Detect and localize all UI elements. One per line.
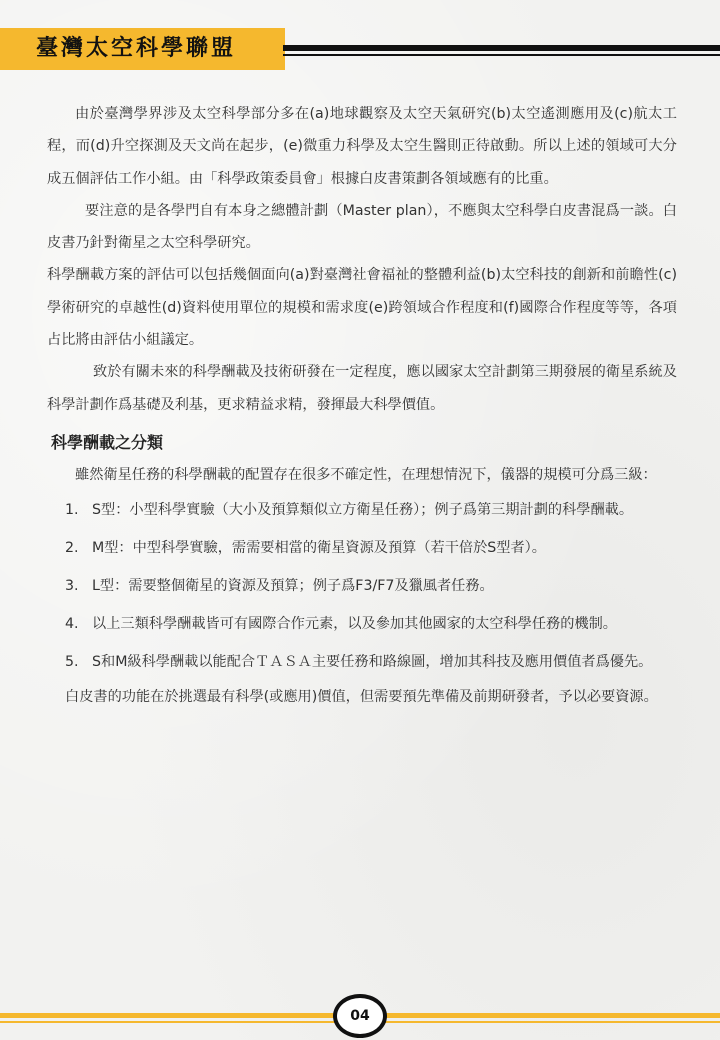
paragraph-evaluation-criteria: 科學酬載方案的評估可以包括幾個面向(a)對臺灣社會福祉的整體利益(b)太空科技的創新和前瞻性(c)學術研究的卓越性(d)資料使用單位的規模和需求度(e)跨領域合作程度和(f)國際合作程度等等，各項占比將由評估小組議定。	[47, 267, 677, 349]
header-title: 臺灣太空科學聯盟	[36, 36, 237, 61]
list-item: 3. L型：需要整個衛星的資源及預算；例子爲F3/F7及獵風者任務。	[65, 578, 494, 595]
paragraph-master-plan: 要注意的是各學門自有本身之總體計劃（Master plan），不應與太空科學白皮書混爲一談。白皮書乃針對衛星之太空科學研究。	[47, 202, 677, 252]
paragraph-future-payloads: 致於有關未來的科學酬載及技術研發在一定程度，應以國家太空計劃第三期發展的衛星系統及科學計劃作爲基礎及利基，更求精益求精，發揮最大科學價值。	[47, 364, 677, 413]
page-header	[0, 28, 720, 70]
page-footer	[0, 994, 720, 1040]
header-rule-thin	[283, 54, 720, 56]
paragraph-whitepaper-function: 白皮書的功能在於挑選最有科學(或應用)價值，但需要預先準備及前期研發者，予以必要資源。	[65, 689, 658, 706]
list-item: 2. M型：中型科學實驗，需需要相當的衛星資源及預算（若干倍於S型者）。	[65, 540, 546, 557]
section-heading: 科學酬載之分類	[51, 432, 164, 452]
header-rule-thick	[283, 45, 720, 51]
list-item: 1. S型：小型科學實驗（大小及預算類似立方衛星任務）；例子爲第三期計劃的科學酬載。	[65, 502, 634, 519]
paragraph-evaluation-groups: 由於臺灣學界涉及太空科學部分多在(a)地球觀察及太空天氣研究(b)太空遙測應用及(c)航太工程，而(d)升空探測及天文尚在起步，(e)微重力科學及太空生醫則正待啟動。所以上述的領域可大分成五個評估工作小組。由「科學政策委員會」根據白皮書策劃各領域應有的比重。	[47, 106, 677, 187]
paragraph-payload-scale: 雖然衛星任務的科學酬載的配置存在很多不確定性，在理想情況下，儀器的規模可分爲三級：	[75, 466, 657, 483]
main-content	[47, 98, 677, 714]
list-item: 4. 以上三類科學酬載皆可有國際合作元素，以及參加其他國家的太空科學任務的機制。	[65, 616, 617, 633]
list-item: 5. S和M級科學酬載以能配合ＴＡＳＡ主要任務和路線圖，增加其科技及應用價值者爲優先。	[65, 654, 653, 671]
page-number: 04	[333, 994, 387, 1038]
payload-class-list	[47, 491, 677, 681]
